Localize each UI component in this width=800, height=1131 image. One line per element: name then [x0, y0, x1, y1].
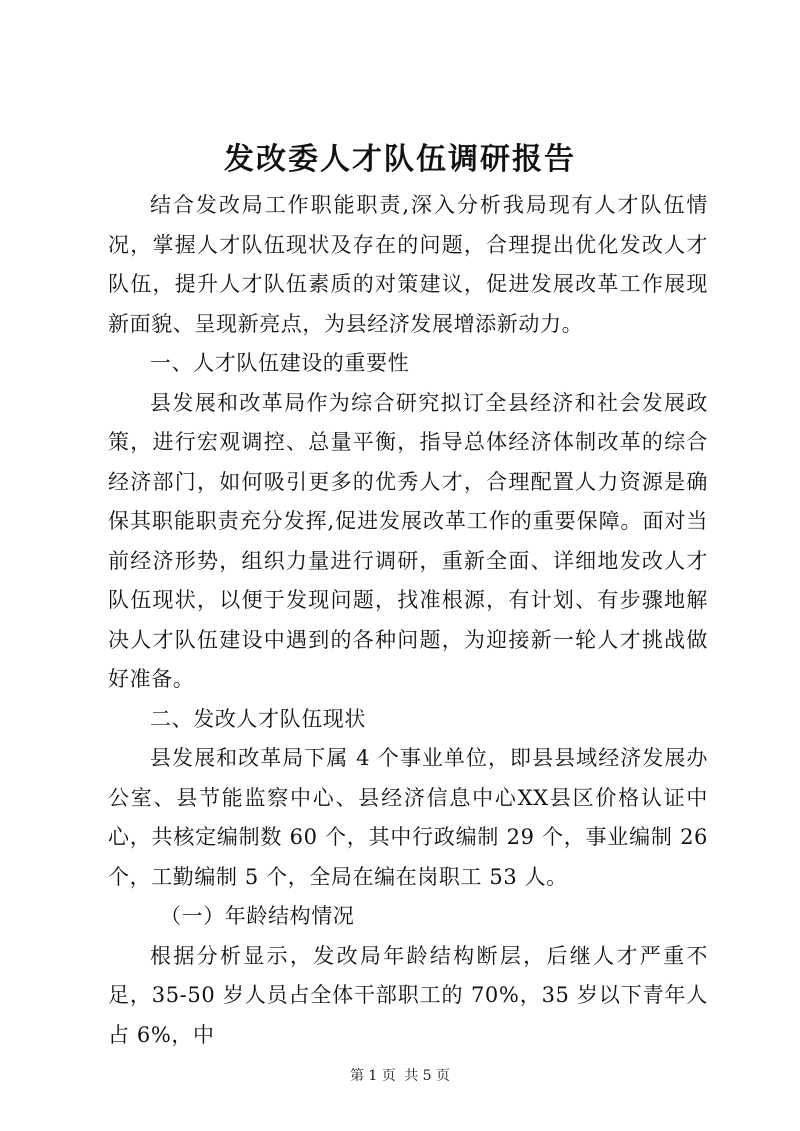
page-number: 第 1 页 — [349, 1068, 396, 1084]
importance-paragraph: 县发展和改革局作为综合研究拟订全县经济和社会发展政策，进行宏观调控、总量平衡，指导总体经济体制改革的综合经济部门，如何吸引更多的优秀人才，合理配置人力资源是确保其职能职责充分发挥,促进发展改革工作的重要保障。面对当前经济形势，组织力量进行调研，重新全面、详细地发改人才队伍现状，以便于发现问题，找准根源，有计划、有步骤地解决人才队伍建设中遇到的各种问题，为迎接新一轮人才挑战做好准备。 — [108, 390, 708, 691]
document-body — [108, 186, 708, 1055]
section-heading-importance: 一、人才队伍建设的重要性 — [150, 351, 410, 375]
page-total: 共 5 页 — [404, 1068, 451, 1084]
subsection-heading-age: （一）年龄结构情况 — [160, 904, 355, 928]
section-heading-status: 二、发改人才队伍现状 — [150, 706, 366, 731]
age-paragraph: 根据分析显示，发改局年龄结构断层，后继人才严重不足，35-50 岁人员占全体干部职工的 70%，35 岁以下青年人占 6%，中 — [108, 943, 708, 1047]
status-paragraph: 县发展和改革局下属 4 个事业单位，即县县域经济发展办公室、县节能监察中心、县经济信息中心XX县区价格认证中心，共核定编制数 60 个，其中行政编制 29 个，事业编制 26 个，工勤编制 5 个，全局在编在岗职工 53 人。 — [108, 746, 708, 889]
page-footer — [0, 1066, 800, 1086]
intro-paragraph: 结合发改局工作职能职责,深入分析我局现有人才队伍情况，掌握人才队伍现状及存在的问题，合理提出优化发改人才队伍，提升人才队伍素质的对策建议，促进发展改革工作展现新面貌、呈现新亮点，为县经济发展增添新动力。 — [108, 193, 708, 336]
document-title: 发改委人才队伍调研报告 — [224, 142, 576, 177]
